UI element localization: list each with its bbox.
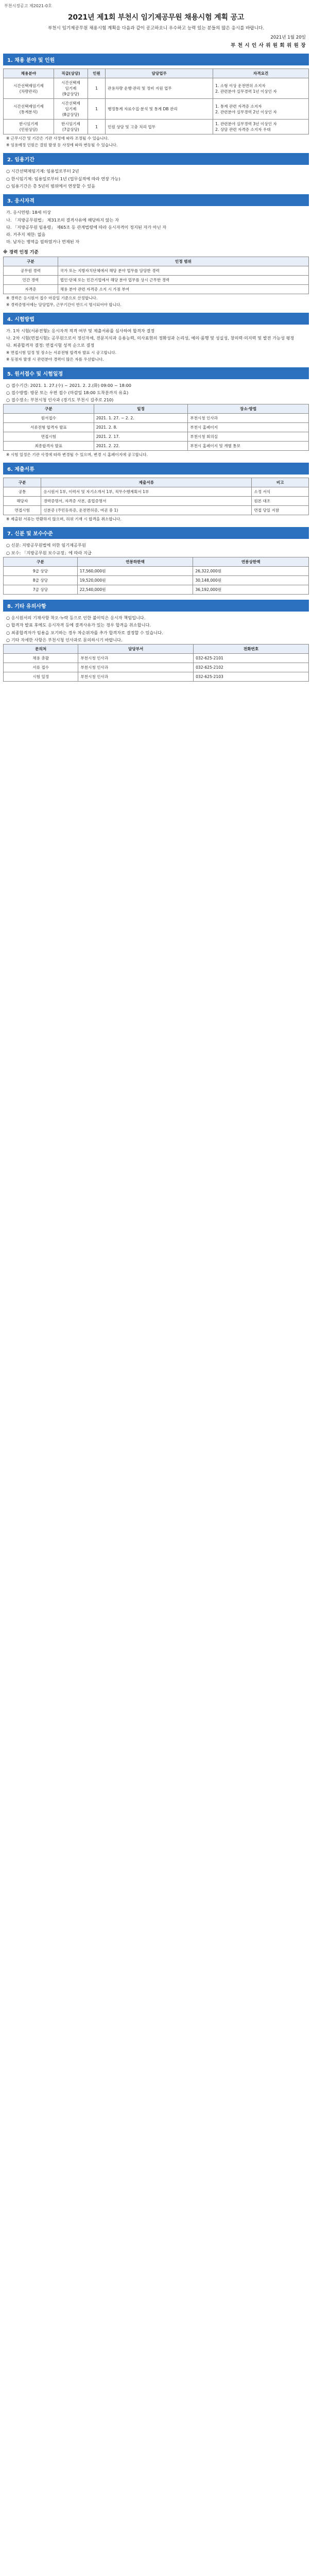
table-cell: 36,192,000원 (193, 585, 309, 595)
list-item: ○ 임용기간은 총 5년의 범위에서 연장할 수 있음 (6, 183, 95, 189)
table-cell: 부천시청 인사과 (78, 672, 194, 682)
announcement-date: 2021년 1월 20일 (270, 35, 306, 41)
note-text: ※ 임용예정 인원은 결원 발생 등 사정에 따라 변동될 수 있습니다. (6, 143, 118, 148)
note-text: ※ 경력은 응시원서 접수 마감일 기준으로 산정합니다. (6, 295, 98, 300)
table-row (4, 99, 309, 120)
list-item: ○ 합격자 발표 후에도 응시자격 등에 결격사유가 있는 경우 합격을 취소합니다. (6, 622, 151, 628)
table-cell: 1 (88, 78, 105, 99)
table-cell: 시간선택제임기제 (차량관리) (4, 78, 54, 99)
notice-number: 부천시정공고 제2021-0호 (4, 4, 52, 8)
table-cell: 1. 관련분야 실무경력 3년 이상인 자 2. 상담 관련 자격증 소지자 우대 (213, 120, 309, 134)
note-text: ※ 면접시험 일정 및 장소는 서류전형 합격자 발표 시 공고합니다. (6, 350, 116, 355)
table-cell: 관용차량 운행·관리 및 정비 지원 업무 (106, 78, 213, 99)
table-cell: 법인·단체 또는 민간기업에서 해당 분야 업무를 상시 근무한 경력 (58, 275, 308, 284)
table-header-cell: 문의처 (4, 645, 78, 654)
table-header-cell: 연봉상한액 (193, 557, 309, 567)
list-item: ○ 기타 자세한 사항은 부천시청 인사과로 문의하시기 바랍니다. (6, 637, 123, 642)
page-title: 2021년 제1회 부천시 임기제공무원 채용시험 계획 공고 (67, 13, 245, 22)
table-cell: 면접시험 (4, 506, 41, 515)
table-row (4, 585, 309, 595)
career-criteria-table (3, 257, 309, 294)
table-cell: 민간 경력 (4, 275, 58, 284)
table-header-cell: 채용분야 (4, 69, 54, 78)
table-row (4, 654, 309, 663)
table-cell: 공통 (4, 487, 41, 497)
list-item: 마. 남자는 병역을 필하였거나 면제된 자 (6, 239, 80, 245)
table-cell: 1 (88, 120, 105, 134)
career-criteria-title: ※ 경력 인정 기준 (3, 249, 39, 255)
table-cell: 면접시험 (4, 432, 94, 442)
table-row (4, 423, 309, 432)
table-cell: 채용 총괄 (4, 654, 78, 663)
table-cell: 자격증 (4, 284, 58, 294)
list-item: ○ 접수기간: 2021. 1. 27.(수) ~ 2021. 2. 2.(화) 09:00 ~ 18:00 (6, 382, 132, 388)
table-header-cell: 제출서류 (41, 478, 252, 487)
list-item: 가. 1차 시험(서류전형): 응시자격 적격 여부 및 제출서류를 심사하여 합격자 결정 (6, 328, 155, 333)
table-cell: 2021. 2. 17. (94, 432, 188, 442)
contact-table (3, 644, 309, 682)
table-cell: 시간선택제 임기제 (9급상당) (54, 78, 88, 99)
table-header-cell: 연봉하한액 (77, 557, 193, 567)
table-cell: 032-625-2103 (194, 672, 309, 682)
issuing-organization: 부 천 시 인 사 위 원 회 위 원 장 (231, 43, 306, 49)
table-cell: 최종합격자 발표 (4, 442, 94, 451)
table-cell: 22,540,000원 (77, 585, 193, 595)
schedule-table (3, 404, 309, 451)
list-item: 다. 「지방공무원 임용령」 제65조 등 관계법령에 따라 응시자격이 정지된 자가 아닌 자 (6, 224, 167, 230)
table-cell: 원서접수 (4, 414, 94, 423)
table-header-cell: 자격요건 (213, 69, 309, 78)
table-cell: 2021. 2. 22. (94, 442, 188, 451)
note-text: ※ 시험 일정은 기관 사정에 따라 변경될 수 있으며, 변경 시 홈페이지에 공고합니다. (6, 452, 148, 457)
table-cell: 경력증명서, 자격증 사본, 졸업증명서 (41, 497, 252, 506)
table-cell: 한시임기제 (7급상당) (54, 120, 88, 134)
table-cell: 한시임기제 (민원상담) (4, 120, 54, 134)
table-row (4, 497, 309, 506)
table-row (4, 275, 309, 284)
recruitment-table (3, 69, 309, 134)
table-row (4, 567, 309, 576)
salary-table (3, 557, 309, 595)
table-row (4, 284, 309, 294)
table-cell: 30,148,000원 (193, 576, 309, 585)
table-row (4, 576, 309, 585)
section-2-header: 2. 임용기간 (3, 153, 309, 165)
table-header-cell: 인정 범위 (58, 257, 308, 266)
table-cell: 시간선택제임기제 (통계분석) (4, 99, 54, 120)
table-cell: 국가 또는 지방자치단체에서 해당 분야 업무를 담당한 경력 (58, 266, 308, 275)
table-row (4, 432, 309, 442)
announcement-page (0, 3, 312, 682)
table-cell: 시간선택제 임기제 (8급상당) (54, 99, 88, 120)
list-item: ○ 한시임기제: 임용일로부터 1년 (업무실적에 따라 연장 가능) (6, 176, 120, 181)
table-row (4, 266, 309, 275)
list-item: 나. 「지방공무원법」 제31조의 결격사유에 해당하지 않는 자 (6, 217, 119, 223)
table-cell: 부천시청 회의실 (188, 432, 309, 442)
table-cell: 부천시청 인사과 (188, 414, 309, 423)
table-cell: 채용 분야 관련 자격증 소지 시 가점 부여 (58, 284, 308, 294)
table-header-cell: 인원 (88, 69, 105, 78)
list-item: ○ 신분: 지방공무원법에 의한 임기제공무원 (6, 543, 86, 548)
note-text: ※ 경력증명서에는 담당업무, 근무기간이 반드시 명시되어야 합니다. (6, 302, 122, 307)
section-5-header: 5. 원서접수 및 시험일정 (3, 367, 309, 379)
table-cell: 행정통계 자료수집·분석 및 통계 DB 관리 (106, 99, 213, 120)
table-header-cell: 비고 (252, 478, 309, 487)
table-cell: 9급 상당 (4, 567, 78, 576)
table-cell: 부천시청 인사과 (78, 654, 194, 663)
section-1-header: 1. 채용 분야 및 인원 (3, 54, 309, 65)
table-cell: 1 (88, 99, 105, 120)
list-item: 가. 응시연령: 18세 이상 (6, 210, 51, 215)
table-row (4, 506, 309, 515)
note-text: ※ 제출된 서류는 반환하지 않으며, 허위 기재 시 합격을 취소합니다. (6, 517, 122, 522)
table-row (4, 672, 309, 682)
list-item: ○ 시간선택제임기제: 임용일로부터 2년 (6, 168, 79, 174)
table-header-cell: 일정 (94, 404, 188, 414)
list-item: 라. 거주지 제한: 없음 (6, 232, 46, 238)
list-item: ○ 보수: 「지방공무원 보수규정」에 따라 지급 (6, 550, 92, 555)
table-header-cell: 구분 (4, 257, 58, 266)
list-item: 나. 2차 시험(면접시험): 공무원으로서 정신자세, 전문지식과 응용능력, 의사표현의 정확성과 논리성, 예의·품행 및 성실성, 창의력·의지력 및 발전 가능성 평정 (6, 335, 294, 341)
table-cell: 면접 당일 지참 (252, 506, 309, 515)
section-8-header: 8. 기타 유의사항 (3, 600, 309, 612)
table-cell: 서류전형 합격자 발표 (4, 423, 94, 432)
table-cell: 1. 소형 이상 운전면허 소지자 2. 관련분야 실무경력 1년 이상인 자 (213, 78, 309, 99)
table-cell: 1. 통계 관련 자격증 소지자 2. 관련분야 실무경력 2년 이상인 자 (213, 99, 309, 120)
table-header-cell: 구분 (4, 557, 78, 567)
table-cell: 공무원 경력 (4, 266, 58, 275)
table-cell: 8급 상당 (4, 576, 78, 585)
table-row (4, 78, 309, 99)
intro-text: 부천시 임기제공무원 채용시험 계획을 다음과 같이 공고하오니 우수하고 능력 있는 분들의 많은 응시를 바랍니다. (47, 26, 265, 31)
table-cell: 서류 접수 (4, 663, 78, 672)
table-header-cell: 구분 (4, 404, 94, 414)
table-cell: 032-625-2101 (194, 654, 309, 663)
table-row (4, 487, 309, 497)
table-row (4, 663, 309, 672)
table-cell: 2021. 1. 27. ~ 2. 2. (94, 414, 188, 423)
table-cell: 17,560,000원 (77, 567, 193, 576)
table-row (4, 442, 309, 451)
table-row (4, 414, 309, 423)
table-cell: 해당자 (4, 497, 41, 506)
table-cell: 시험 일정 (4, 672, 78, 682)
section-6-header: 6. 제출서류 (3, 463, 309, 474)
table-cell: 032-625-2102 (194, 663, 309, 672)
section-7-header: 7. 신분 및 보수수준 (3, 527, 309, 539)
table-cell: 19,520,000원 (77, 576, 193, 585)
table-header-cell: 담당부서 (78, 645, 194, 654)
table-cell: 7급 상당 (4, 585, 78, 595)
table-cell: 응시원서 1부, 이력서 및 자기소개서 1부, 직무수행계획서 1부 (41, 487, 252, 497)
table-header-cell: 구분 (4, 478, 41, 487)
list-item: ○ 접수장소: 부천시청 인사과 (경기도 부천시 길주로 210) (6, 397, 114, 403)
list-item: ○ 응시원서의 기재사항 착오·누락 등으로 인한 불이익은 응시자 책임입니다. (6, 615, 146, 621)
note-text: ※ 근무시간 및 기간은 기관 사정에 따라 조정될 수 있습니다. (6, 136, 109, 141)
table-row (4, 120, 309, 134)
table-cell: 소정 서식 (252, 487, 309, 497)
section-4-header: 4. 시험방법 (3, 313, 309, 325)
table-header-cell: 전화번호 (194, 645, 309, 654)
table-cell: 민원 상담 및 고충 처리 업무 (106, 120, 213, 134)
list-item: 다. 최종합격자 결정: 면접시험 성적 순으로 결정 (6, 343, 95, 348)
section-3-header: 3. 응시자격 (3, 194, 309, 206)
table-cell: 2021. 2. 8. (94, 423, 188, 432)
documents-table (3, 478, 309, 515)
table-cell: 26,322,000원 (193, 567, 309, 576)
note-text: ※ 동점자 발생 시 관련분야 경력이 많은 자를 우선합니다. (6, 357, 104, 362)
table-cell: 신분증 (주민등록증, 운전면허증, 여권 중 1) (41, 506, 252, 515)
table-cell: 부천시청 인사과 (78, 663, 194, 672)
table-header-cell: 직급(상당) (54, 69, 88, 78)
table-cell: 부천시 홈페이지 (188, 423, 309, 432)
list-item: ○ 최종합격자가 임용을 포기하는 경우 차순위자를 추가 합격자로 결정할 수 있습니다. (6, 630, 163, 635)
table-header-cell: 장소·방법 (188, 404, 309, 414)
list-item: ○ 접수방법: 방문 또는 우편 접수 (마감일 18:00 도착분까지 유효) (6, 389, 129, 395)
table-cell: 부천시 홈페이지 및 개별 통보 (188, 442, 309, 451)
table-header-cell: 담당업무 (106, 69, 213, 78)
table-cell: 원본 대조 (252, 497, 309, 506)
